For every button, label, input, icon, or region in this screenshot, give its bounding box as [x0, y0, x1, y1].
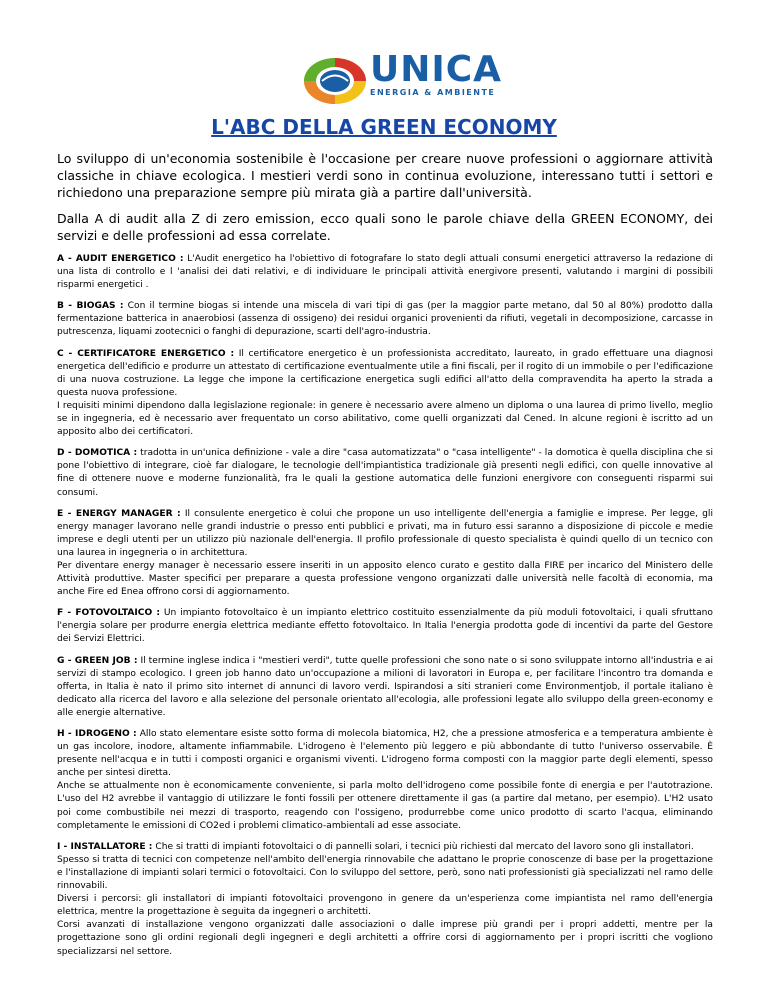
entry-text: Il consulente energetico è colui che propone un uso intelligente dell'energia a famiglie e imprese. Per legge, gli energy manager lavorano nelle grandi industrie o presso enti pubblici e privati, ma in futuro essi saranno a disposizione di piccole e medie imprese e degli utenti per un utilizzo più nazionale dell'energia. Il profilo professionale di questo specialista è quindi quello di un tecnico con una laurea in ingegneria o in architettura.	[57, 508, 713, 558]
document-body	[57, 150, 713, 967]
entry-text: Un impianto fotovoltaico è un impianto elettrico costituito essenzialmente da più moduli fotovoltaici, i quali sfruttano l'energia solare per produrre energia elettrica mediante effetto fotovoltaico. In Italia l'energia prodotta gode di incentivi da parte del Gestore dei Servizi Elettrici.	[57, 608, 713, 645]
page-title: L'ABC DELLA GREEN ECONOMY	[211, 115, 557, 139]
entry-text: Il termine inglese indica i "mestieri verdi", tutte quelle professioni che sono nate o si sono sviluppate intorno all'industria e ai servizi di stampo ecologico. I green job hanno dato un'occupazione a milioni di lavoratori in Europa e, per facilitare l'incontro tra domanda e offerta, in Italia è nato il primo sito internet di annunci di lavoro verdi. Ispirandosi a siti stranieri come Environmentjob, il portale italiano è dedicato alla ricerca del lavoro e alla selezione del personale orientato all'ecologia, alle professioni legate allo sviluppo della green-economy e alle energie alternative.	[57, 655, 713, 718]
logo-emblem-icon	[302, 50, 368, 108]
glossary-entries	[57, 253, 713, 959]
entry-text: Spesso si tratta di tecnici con competenze nell'ambito dell'energia rinnovabile che adattano le proprie conoscenze di base per la progettazione e l'installazione di impianti solari termici o fotovoltaici. Con lo sviluppo del settore, però, sono nati professionisti già specializzati nel ramo delle rinnovabili.	[57, 854, 713, 892]
glossary-entry	[57, 300, 713, 339]
entry-paragraph	[57, 854, 713, 893]
glossary-entry	[57, 607, 713, 646]
glossary-entry	[57, 841, 713, 959]
entry-text: Diversi i percorsi: gli installatori di impianti fotovoltaici provengono in genere da un'esperienza come impiantista nel ramo dell'energia elettrica, mentre la progettazione è seguita da ingegneri o architetti.	[57, 894, 713, 918]
entry-text: Per diventare energy manager è necessario essere inseriti in un apposito elenco curato e gestito dalla FIRE per incarico del Ministero delle Attività produttive. Master specifici per preparare a questa professione vengono organizzati dalle università nelle facoltà di economia, ma anche Fire ed Enea offrono corsi di aggiornamento.	[57, 560, 713, 598]
entry-heading: D - DOMOTICA :	[57, 448, 138, 459]
entry-text: L'Audit energetico ha l'obiettivo di fotografare lo stato degli attuali consumi energetici attraverso la redazione di una lista di controllo e l 'analisi dei dati relativi, e di individuare le principali attività energivore presenti, valutando i margini di possibili risparmi energetici .	[57, 254, 713, 291]
entry-paragraph	[57, 919, 713, 958]
entry-text: Con il termine biogas si intende una miscela di vari tipi di gas (per la maggior parte metano, dal 50 al 80%) prodotto dalla fermentazione batterica in anaerobiosi (assenza di ossigeno) dei residui organici provenienti da rifiuti, vegetali in decomposizione, carcasse in putrescenza, liquami zootecnici o fanghi di depurazione, scarti dell'agro-industria.	[57, 301, 713, 338]
logo-tagline: ENERGIA & AMBIENTE	[370, 88, 496, 97]
glossary-entry	[57, 728, 713, 833]
entry-text: Il certificatore energetico è un professionista accreditato, laureato, in grado effettuare una diagnosi energetica dell'edificio e produrre un attestato di certificazione eventualmente utile a fini fiscali, per il rogito di un immobile o per l'edificazione di una nuova costruzione. La legge che impone la certificazione energetica sugli edifici all'atto della compravendita ha aperto la strada a questa nuova professione.	[57, 348, 713, 398]
entry-heading: E - ENERGY MANAGER :	[57, 508, 181, 519]
entry-heading: A - AUDIT ENERGETICO :	[57, 254, 184, 264]
entry-heading: I - INSTALLATORE :	[57, 841, 153, 852]
entry-heading: B - BIOGAS :	[57, 301, 124, 312]
glossary-entry	[57, 508, 713, 600]
entry-heading: F - FOTOVOLTAICO :	[57, 608, 160, 619]
entry-paragraph	[57, 560, 713, 599]
entry-text: Allo stato elementare esiste sotto forma di molecola biatomica, H2, che a pressione atmosferica e a temperatura ambiente è un gas incolore, inodore, altamente infiammabile. L'idrogeno è l'elemento più leggero e più abbondante di tutto l'universo osservabile. È presente nell'acqua e in tutti i composti organici e organismi viventi. L'idrogeno forma composti con la maggior parte degli elementi, spesso anche per sintesi diretta.	[57, 729, 713, 779]
glossary-entry	[57, 447, 713, 499]
glossary-entry	[57, 348, 713, 440]
intro-paragraph: Dalla A di audit alla Z di zero emission, ecco quali sono le parole chiave della GREEN ECONOMY, dei servizi e delle professioni ad essa correlate.	[57, 211, 713, 243]
entry-paragraph	[57, 253, 713, 292]
entry-paragraph	[57, 841, 713, 854]
entry-text: I requisiti minimi dipendono dalla legislazione regionale: in genere è necessario avere almeno un diploma o una laurea di primo livello, meglio se in ingegneria, ed è necessario aver frequentato un corso abilitativo, come quelli organizzati dal Cened. In alcune regioni è iscritto ad un apposito albo dei certificatori.	[57, 400, 713, 438]
entry-paragraph	[57, 508, 713, 560]
logo-brand-text: UNICA	[370, 49, 503, 90]
entry-text: tradotta in un'unica definizione - vale a dire "casa automatizzata" o "casa intelligente" - la domotica è quella disciplina che si pone l'obiettivo di integrare, cioè far dialogare, le tecnologie dell'impiantistica tradizionale già presenti negli edifici, con quelle innovative al fine di ottenere nuove e moderne funzionalità, fra le quali la gestione automatica delle funzioni energivore con conseguenti risparmi sui consumi.	[57, 448, 713, 498]
entry-paragraph	[57, 607, 713, 646]
entry-text: Corsi avanzati di installazione vengono organizzati dalle associazioni o dalle imprese più grandi per i propri addetti, mentre per la progettazione sono gli ordini regionali degli ingegneri e degli architetti a offrire corsi di aggiornamento per i propri iscritti che vogliono specializzarsi nel settore.	[57, 920, 713, 957]
intro-paragraph: Lo sviluppo di un'economia sostenibile è l'occasione per creare nuove professioni o aggiornare attività classiche in chiave ecologica. I mestieri verdi sono in continua evoluzione, interessano tutti i settori e richiedono una preparazione sempre più mirata già a partire dall'università.	[57, 151, 713, 200]
unica-logo	[302, 48, 503, 108]
entry-paragraph	[57, 655, 713, 720]
entry-heading: H - IDROGENO :	[57, 729, 137, 739]
entry-text: Anche se attualmente non è economicamente conveniente, si parla molto dell'idrogeno come possibile fonte di energia e per l'autotrazione. L'uso del H2 avrebbe il vantaggio di utilizzare le fonti fossili per ottenere direttamente il gas (a partire dal metano, per esempio). L'H2 usato poi come combustibile nei mezzi di trasporto, reagendo con l'ossigeno, produrrebbe come unico prodotto di scarto l'acqua, eliminando completamente le emissioni di CO2ed i problemi climatico-ambientali ad esse associate.	[57, 781, 713, 831]
entry-paragraph	[57, 728, 713, 780]
entry-paragraph	[57, 300, 713, 339]
entry-heading: C - CERTIFICATORE ENERGETICO :	[57, 348, 235, 359]
glossary-entry	[57, 253, 713, 292]
entry-text: Che si tratti di impianti fotovoltaici o di pannelli solari, i tecnici più richiesti dal mercato del lavoro sono gli installatori.	[152, 841, 694, 852]
glossary-entry	[57, 655, 713, 720]
entry-paragraph	[57, 893, 713, 919]
entry-paragraph	[57, 348, 713, 400]
entry-paragraph	[57, 780, 713, 832]
entry-heading: G - GREEN JOB :	[57, 655, 138, 666]
entry-paragraph	[57, 447, 713, 499]
entry-paragraph	[57, 400, 713, 439]
